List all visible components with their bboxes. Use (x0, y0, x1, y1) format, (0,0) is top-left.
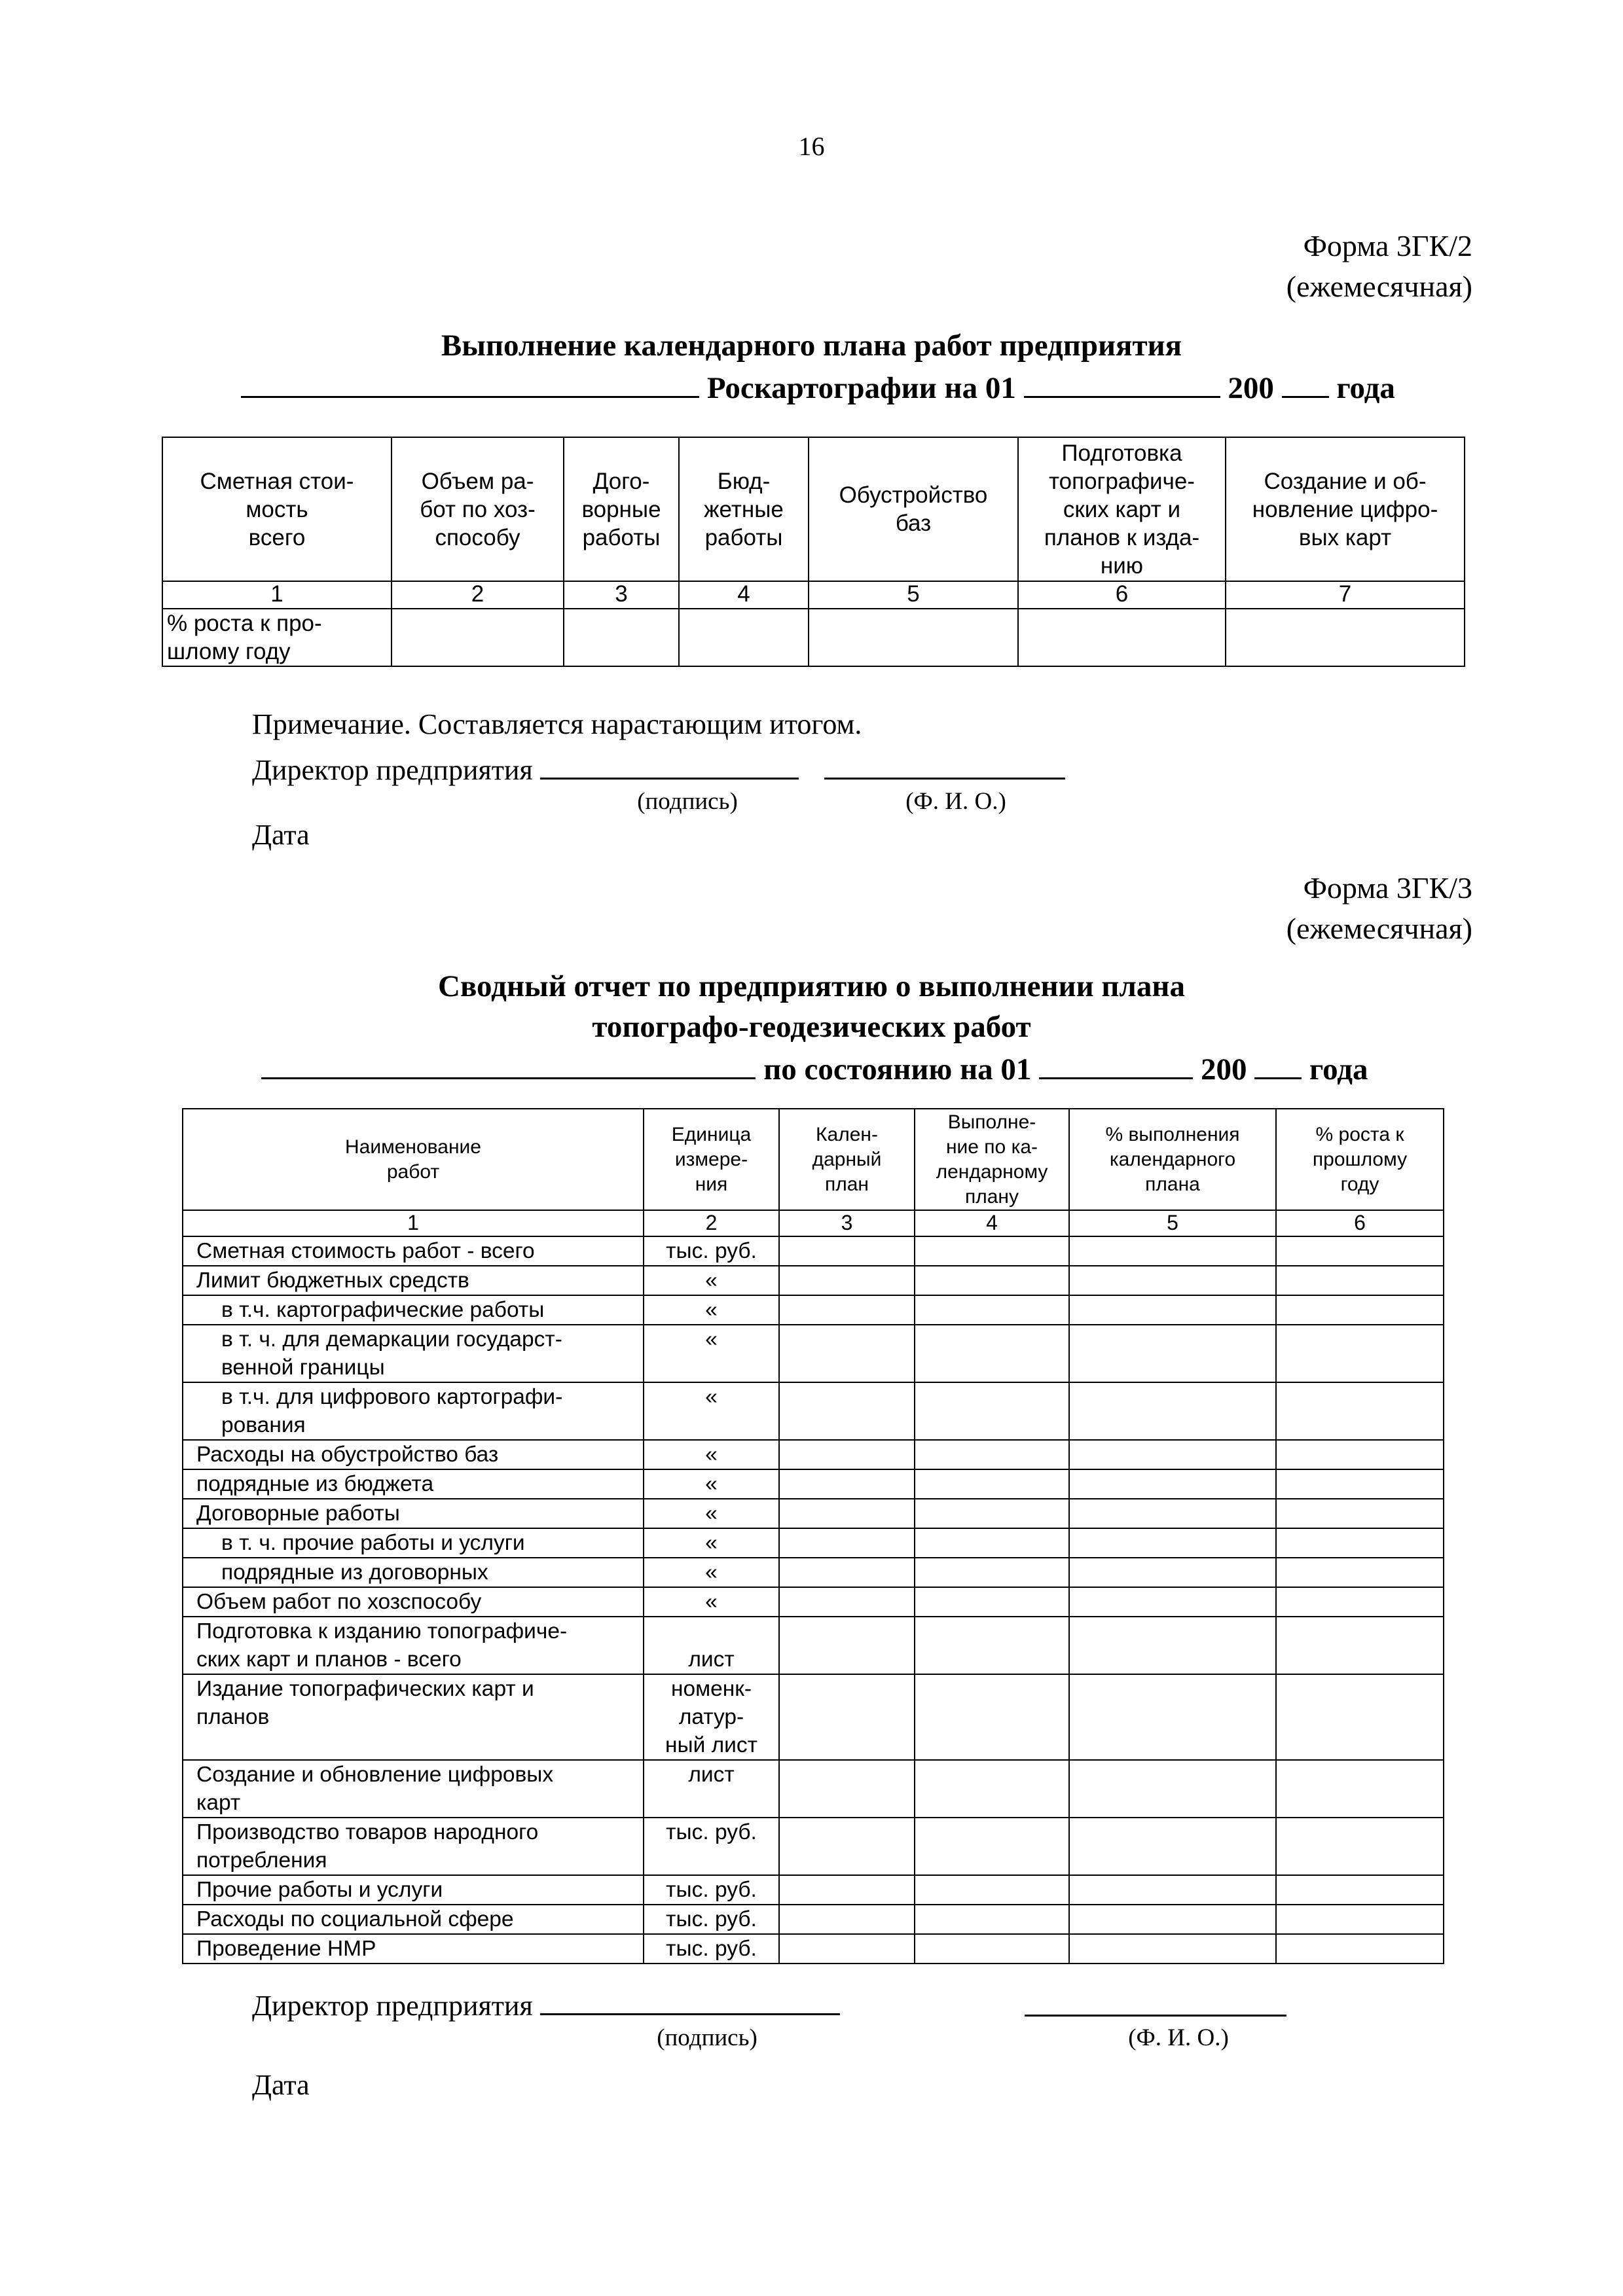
form1-periodicity: (ежемесячная) (1286, 270, 1472, 303)
value-cell[interactable] (1276, 1674, 1444, 1760)
value-cell[interactable] (915, 1617, 1069, 1674)
row-name: Проведение НМР (183, 1934, 644, 1964)
value-cell[interactable] (915, 1905, 1069, 1934)
column-header: Создание и об- новление цифро- вых карт (1226, 437, 1465, 581)
page-number: 16 (798, 132, 825, 161)
row-name: Издание топографических карт и планов (183, 1674, 644, 1760)
table-row (183, 1440, 1444, 1469)
row-name: Договорные работы (183, 1499, 644, 1528)
row-unit: « (644, 1440, 779, 1469)
value-cell[interactable] (1276, 1587, 1444, 1617)
value-cell[interactable] (1069, 1905, 1276, 1934)
value-cell[interactable] (1276, 1905, 1444, 1934)
value-cell[interactable] (1276, 1382, 1444, 1440)
value-cell[interactable] (779, 1934, 915, 1964)
value-cell[interactable] (779, 1295, 915, 1325)
column-header: Сметная стои- мость всего (162, 437, 392, 581)
column-header: Подготовка топографиче- ских карт и планов к изда- нию (1018, 437, 1226, 581)
column-number: 3 (564, 581, 679, 609)
value-cell[interactable] (1069, 1818, 1276, 1875)
row-unit: « (644, 1528, 779, 1558)
form2-label: Форма 3ГК/3 (1303, 871, 1472, 905)
table-row (183, 1818, 1444, 1875)
value-cell[interactable] (1069, 1587, 1276, 1617)
row-unit: « (644, 1295, 779, 1325)
row-name: в т.ч. для цифрового картографи- рования (183, 1382, 644, 1440)
form1-date-label: Дата (252, 819, 310, 851)
value-cell[interactable] (1069, 1295, 1276, 1325)
column-header: % роста к прошлому году (1276, 1109, 1444, 1210)
table-row (183, 1934, 1444, 1964)
form2-fio-blank[interactable] (1025, 1987, 1286, 2017)
row-name: Производство товаров народного потребления (183, 1818, 644, 1875)
table-row (183, 1760, 1444, 1818)
column-number: 6 (1018, 581, 1226, 609)
value-cell[interactable] (1069, 1674, 1276, 1760)
value-cell[interactable] (1069, 1469, 1276, 1499)
table-row (183, 1875, 1444, 1905)
column-number: 6 (1276, 1210, 1444, 1236)
form2-enterprise-blank[interactable] (261, 1047, 756, 1079)
form2-signature-caption: (подпись) (657, 2024, 757, 2051)
value-cell[interactable] (915, 1934, 1069, 1964)
value-cell[interactable] (779, 1818, 915, 1875)
row-unit: тыс. руб. (644, 1236, 779, 1266)
enterprise-blank[interactable] (241, 366, 699, 398)
column-header: Объем ра- бот по хоз- способу (392, 437, 564, 581)
row-label: % роста к про- шлому году (162, 609, 392, 666)
value-cell[interactable] (1018, 609, 1226, 666)
value-cell[interactable] (779, 1382, 915, 1440)
value-cell[interactable] (1276, 1528, 1444, 1558)
value-cell[interactable] (1069, 1934, 1276, 1964)
table-row (183, 1617, 1444, 1674)
value-cell[interactable] (1276, 1617, 1444, 1674)
value-cell[interactable] (1276, 1875, 1444, 1905)
row-name: подрядные из бюджета (183, 1469, 644, 1499)
form1-director-line: Директор предприятия (252, 751, 1065, 787)
row-name: в т. ч. для демаркации государст- венной границы (183, 1325, 644, 1382)
form1-signature-blank[interactable] (540, 751, 799, 780)
form1-label: Форма 3ГК/2 (1303, 229, 1472, 262)
column-header: Единица измере- ния (644, 1109, 779, 1210)
row-name: Расходы на обустройство баз (183, 1440, 644, 1469)
value-cell[interactable] (1069, 1499, 1276, 1528)
value-cell[interactable] (779, 1236, 915, 1266)
form1-fio-caption: (Ф. И. О.) (905, 788, 1006, 815)
column-number: 2 (644, 1210, 779, 1236)
value-cell[interactable] (915, 1382, 1069, 1440)
column-number: 1 (183, 1210, 644, 1236)
column-number: 7 (1226, 581, 1465, 609)
form2-director-line: Директор предприятия (252, 1987, 840, 2022)
value-cell[interactable] (1069, 1266, 1276, 1295)
table-row (183, 1674, 1444, 1760)
row-unit: тыс. руб. (644, 1934, 779, 1964)
value-cell[interactable] (1276, 1760, 1444, 1818)
form2-title (0, 966, 1623, 1090)
column-header: % выполнения календарного плана (1069, 1109, 1276, 1210)
value-cell[interactable] (915, 1587, 1069, 1617)
form1-signature-caption: (подпись) (637, 788, 738, 815)
value-cell[interactable] (915, 1528, 1069, 1558)
value-cell[interactable] (1069, 1325, 1276, 1382)
table-row (183, 1499, 1444, 1528)
value-cell[interactable] (915, 1469, 1069, 1499)
row-unit: тыс. руб. (644, 1875, 779, 1905)
value-cell[interactable] (779, 1469, 915, 1499)
form2-fio-caption: (Ф. И. О.) (1128, 2024, 1229, 2051)
value-cell[interactable] (779, 1587, 915, 1617)
row-unit: тыс. руб. (644, 1905, 779, 1934)
value-cell[interactable] (915, 1674, 1069, 1760)
form2-periodicity: (ежемесячная) (1286, 912, 1472, 945)
year-blank[interactable] (1282, 366, 1329, 398)
form1-fio-blank[interactable] (824, 751, 1065, 780)
value-cell[interactable] (915, 1440, 1069, 1469)
table-row (183, 1905, 1444, 1934)
value-cell[interactable] (1069, 1760, 1276, 1818)
row-unit: тыс. руб. (644, 1818, 779, 1875)
row-name: в т. ч. прочие работы и услуги (183, 1528, 644, 1558)
value-cell[interactable] (1276, 1818, 1444, 1875)
value-cell[interactable] (779, 1905, 915, 1934)
form2-title-line3: по состоянию на 01 200 года (7, 1047, 1623, 1090)
column-number: 5 (1069, 1210, 1276, 1236)
form1-note: Примечание. Составляется нарастающим итогом. (252, 708, 862, 740)
form1-title-line2: Роскартографии на 01 200 года (13, 366, 1623, 408)
header-row (183, 1109, 1444, 1210)
value-cell[interactable] (779, 1440, 915, 1469)
month-blank[interactable] (1024, 366, 1220, 398)
value-cell[interactable] (915, 1558, 1069, 1587)
form2-month-blank[interactable] (1039, 1047, 1193, 1079)
value-cell[interactable] (1276, 1558, 1444, 1587)
form2-signature-blank[interactable] (540, 1987, 840, 2015)
form1-title (0, 325, 1623, 408)
value-cell[interactable] (1276, 1325, 1444, 1382)
form2-table (182, 1108, 1444, 1964)
column-number: 3 (779, 1210, 915, 1236)
value-cell[interactable] (1069, 1528, 1276, 1558)
row-unit: « (644, 1469, 779, 1499)
row-unit: лист (644, 1617, 779, 1674)
row-unit: « (644, 1382, 779, 1440)
form2-fio-line (1025, 1987, 1286, 2020)
value-cell[interactable] (915, 1818, 1069, 1875)
form2-title-line2: топографо-геодезических работ (592, 1010, 1031, 1044)
column-number-row (162, 581, 1465, 609)
column-number: 4 (679, 581, 809, 609)
value-cell[interactable] (915, 1499, 1069, 1528)
table-row (183, 1382, 1444, 1440)
column-header: Дого- ворные работы (564, 437, 679, 581)
form1-header (1286, 226, 1472, 307)
form2-title-line1: Сводный отчет по предприятию о выполнении плана (438, 969, 1185, 1003)
row-name: Подготовка к изданию топографиче- ских карт и планов - всего (183, 1617, 644, 1674)
row-name: Создание и обновление цифровых карт (183, 1760, 644, 1818)
value-cell[interactable] (915, 1236, 1069, 1266)
value-cell[interactable] (1069, 1875, 1276, 1905)
row-name: Расходы по социальной сфере (183, 1905, 644, 1934)
row-unit: « (644, 1266, 779, 1295)
row-unit: « (644, 1325, 779, 1382)
row-unit: « (644, 1499, 779, 1528)
value-cell[interactable] (1069, 1617, 1276, 1674)
table-row (183, 1528, 1444, 1558)
column-header: Обустройство баз (809, 437, 1018, 581)
table-row (183, 1558, 1444, 1587)
value-cell[interactable] (1276, 1934, 1444, 1964)
form1-table (162, 437, 1465, 667)
value-cell[interactable] (779, 1325, 915, 1382)
column-header: Наименование работ (183, 1109, 644, 1210)
form2-header (1286, 868, 1472, 949)
form2-year-blank[interactable] (1254, 1047, 1302, 1079)
row-name: подрядные из договорных (183, 1558, 644, 1587)
column-number-row (183, 1210, 1444, 1236)
value-cell[interactable] (779, 1499, 915, 1528)
value-cell[interactable] (392, 609, 564, 666)
value-cell[interactable] (1069, 1440, 1276, 1469)
table-row (162, 609, 1465, 666)
row-name: Объем работ по хозспособу (183, 1587, 644, 1617)
value-cell[interactable] (1276, 1236, 1444, 1266)
table-row (183, 1325, 1444, 1382)
column-number: 4 (915, 1210, 1069, 1236)
table-row (183, 1266, 1444, 1295)
value-cell[interactable] (779, 1760, 915, 1818)
value-cell[interactable] (679, 609, 809, 666)
value-cell[interactable] (915, 1875, 1069, 1905)
value-cell[interactable] (915, 1325, 1069, 1382)
value-cell[interactable] (1276, 1295, 1444, 1325)
value-cell[interactable] (915, 1295, 1069, 1325)
value-cell[interactable] (1226, 609, 1465, 666)
column-header: Кален- дарный план (779, 1109, 915, 1210)
row-name: Прочие работы и услуги (183, 1875, 644, 1905)
table-row (183, 1469, 1444, 1499)
row-unit: номенк- латур- ный лист (644, 1674, 779, 1760)
row-name: Сметная стоимость работ - всего (183, 1236, 644, 1266)
table-row (183, 1295, 1444, 1325)
value-cell[interactable] (809, 609, 1018, 666)
column-number: 2 (392, 581, 564, 609)
header-row (162, 437, 1465, 581)
row-name: в т.ч. картографические работы (183, 1295, 644, 1325)
row-unit: лист (644, 1760, 779, 1818)
table-row (183, 1587, 1444, 1617)
value-cell[interactable] (564, 609, 679, 666)
value-cell[interactable] (779, 1266, 915, 1295)
column-header: Выполне- ние по ка- лендарному плану (915, 1109, 1069, 1210)
value-cell[interactable] (915, 1266, 1069, 1295)
value-cell[interactable] (1276, 1499, 1444, 1528)
value-cell[interactable] (1069, 1382, 1276, 1440)
value-cell[interactable] (779, 1617, 915, 1674)
value-cell[interactable] (779, 1875, 915, 1905)
value-cell[interactable] (915, 1760, 1069, 1818)
column-header: Бюд- жетные работы (679, 437, 809, 581)
table-row (183, 1236, 1444, 1266)
value-cell[interactable] (1069, 1236, 1276, 1266)
value-cell[interactable] (1276, 1440, 1444, 1469)
row-name: Лимит бюджетных средств (183, 1266, 644, 1295)
value-cell[interactable] (779, 1558, 915, 1587)
row-unit: « (644, 1558, 779, 1587)
form2-date-label: Дата (252, 2069, 310, 2101)
form1-title-line1: Выполнение календарного плана работ предприятия (441, 329, 1182, 363)
value-cell[interactable] (779, 1674, 915, 1760)
column-number: 1 (162, 581, 392, 609)
column-number: 5 (809, 581, 1018, 609)
value-cell[interactable] (779, 1528, 915, 1558)
value-cell[interactable] (1276, 1469, 1444, 1499)
value-cell[interactable] (1069, 1558, 1276, 1587)
value-cell[interactable] (1276, 1266, 1444, 1295)
row-unit: « (644, 1587, 779, 1617)
